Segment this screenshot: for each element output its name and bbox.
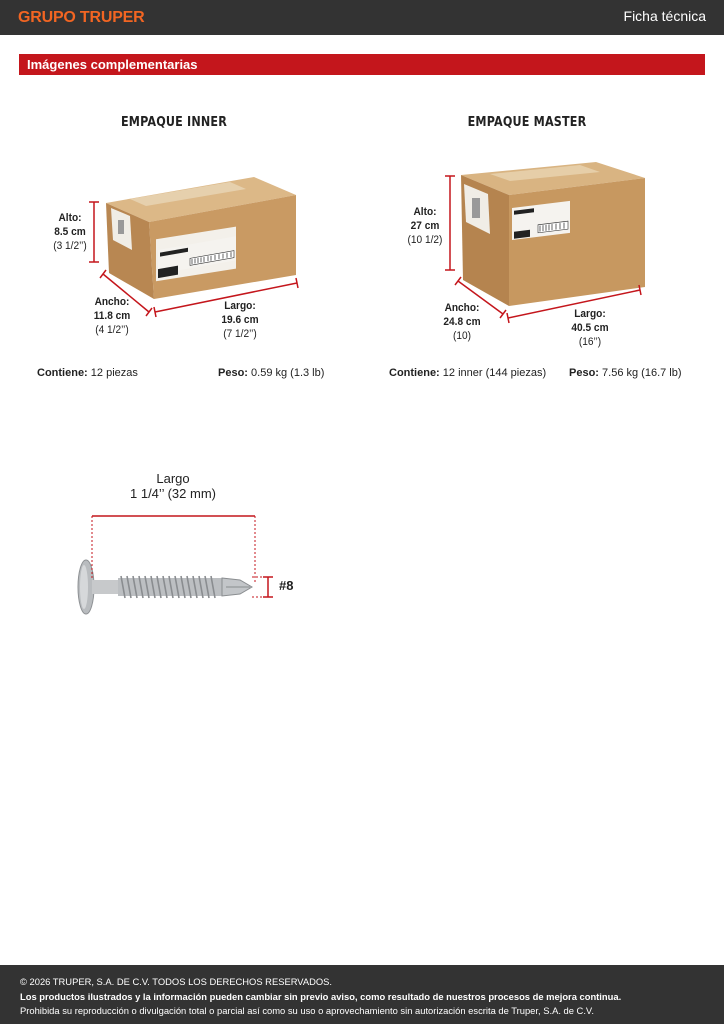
inner-length-dimension	[216, 299, 264, 341]
master-box-image	[461, 162, 645, 306]
inner-box-image	[106, 177, 296, 299]
master-height-label: Alto:	[413, 206, 437, 218]
inner-height-value: 8.5 cm	[54, 226, 86, 238]
brand-logo: GRUPO TRUPER	[18, 9, 145, 26]
screw-gauge: #8	[279, 578, 294, 593]
inner-width-label: Ancho:	[94, 296, 130, 308]
footer-legal: Prohibida su reproducción o divulgación total o parcial así como su uso o aprovechamiento sin autorización escrita de Truper, S.A. de C.V.	[20, 1005, 594, 1016]
master-weight-label: Peso:	[569, 367, 599, 379]
screw-length-label: Largo	[156, 471, 190, 486]
master-length-dimension	[566, 307, 614, 349]
master-length-inches: (16’’)	[578, 336, 602, 348]
master-width-inches: (10)	[453, 330, 471, 342]
inner-length-value: 19.6 cm	[221, 314, 259, 326]
inner-length-inches: (7 1/2’’)	[223, 328, 257, 340]
master-length-label: Largo:	[574, 308, 606, 320]
master-height-value: 27 cm	[410, 220, 440, 232]
inner-contents-value: 12 piezas	[87, 367, 138, 379]
inner-height-label: Alto:	[58, 212, 82, 224]
master-weight-value: 7.56 kg (16.7 lb)	[598, 367, 682, 379]
inner-width-value: 11.8 cm	[93, 310, 131, 322]
inner-height-inches: (3 1/2’’)	[53, 240, 87, 252]
master-package-title: EMPAQUE MASTER	[467, 115, 587, 130]
footer-notice: Los productos ilustrados y la información pueden cambiar sin previo aviso, como resultado de nuestros procesos de mejora continua.	[20, 991, 622, 1002]
inner-contents	[37, 367, 138, 379]
section-title: Imágenes complementarias	[27, 57, 198, 72]
footer-copyright: © 2026 TRUPER, S.A. DE C.V. TODOS LOS DERECHOS RESERVADOS.	[20, 976, 333, 987]
inner-height-dimension	[50, 211, 90, 253]
master-contents-label: Contiene:	[389, 367, 440, 379]
inner-width-dimension	[90, 295, 134, 337]
master-width-label: Ancho:	[444, 302, 480, 314]
master-length-value: 40.5 cm	[571, 322, 609, 334]
screw-length-value: 1 1/4’’ (32 mm)	[130, 486, 216, 501]
footer	[0, 965, 724, 1024]
inner-contents-label: Contiene:	[37, 367, 88, 379]
inner-weight-value: 0.59 kg (1.3 lb)	[247, 367, 325, 379]
inner-width-inches: (4 1/2’’)	[95, 324, 129, 336]
master-width-dimension	[440, 301, 484, 343]
master-contents-value: 12 inner (144 piezas)	[439, 367, 547, 379]
master-height-inches: (10 1/2)	[407, 234, 443, 246]
screw-length-dimension	[98, 471, 248, 501]
master-contents	[389, 367, 546, 379]
screw-image	[78, 560, 252, 614]
inner-weight	[218, 367, 324, 379]
inner-length-label: Largo:	[224, 300, 256, 312]
master-height-dimension	[406, 205, 445, 247]
master-weight	[569, 367, 682, 379]
inner-package-title: EMPAQUE INNER	[120, 115, 228, 130]
master-width-value: 24.8 cm	[443, 316, 481, 328]
inner-weight-label: Peso:	[218, 367, 248, 379]
document-title: Ficha técnica	[623, 8, 706, 24]
